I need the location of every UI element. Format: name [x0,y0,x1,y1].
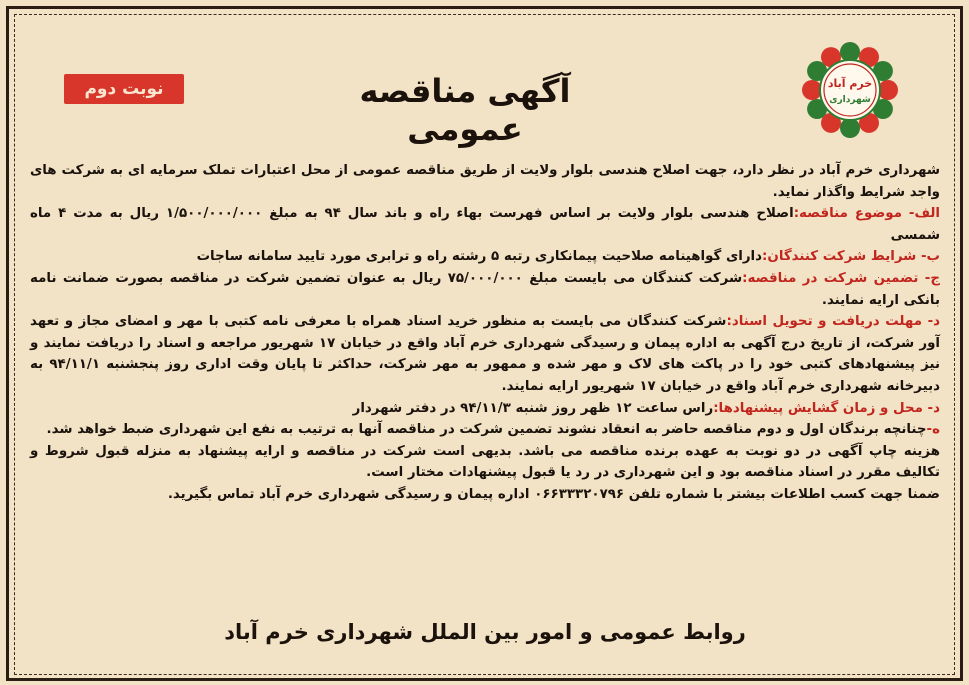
paragraph-label: ب- شرایط شرکت کنندگان: [762,249,940,265]
notice-paragraph [30,441,940,484]
signature-line: روابط عمومی و امور بین الملل شهرداری خرم آباد [224,620,746,644]
notice-paragraph [30,484,940,506]
notice-body [30,160,940,506]
paragraph-text: شرکت کنندگان می بایست مبلغ ۷۵/۰۰۰/۰۰۰ ریال به عنوان تضمین شرکت در مناقصه بصورت ضمانت نامه بانکی ارایه نمایند. [30,270,940,308]
paragraph-label: الف- موضوع مناقصه: [793,206,941,222]
notice-paragraph [30,311,940,397]
notice-paragraph [30,203,940,246]
paragraph-text: دارای گواهینامه صلاحیت پیمانکاری رتبه ۵ رشته راه و ترابری مورد تایید سامانه ساجات [196,249,763,265]
paragraph-text: شرکت کنندگان می بایست به منظور خرید اسناد همراه با معرفی نامه کتبی با مهر و امضای مجاز و تعهد آور شرکت، از تاریخ درج آگهی به اداره پیمان و رسیدگی شهرداری خرم آباد واقع در خیابان ۱۷ شهریور مراجعه و اسناد را دریافت نمایند و نیز پیشنهادهای کتبی خود را در پاکت های لاک و مهر شده و ممهور به مهر شرکت، حداکثر تا پایان وقت اداری روز پنجشنبه ۹۴/۱۱/۱ به دبیرخانه شهرداری خرم آباد واقع در خیابان ۱۷ شهریور ارایه نمایند. [30,314,940,394]
paragraph-text: اصلاح هندسی بلوار ولایت بر اساس فهرست بهاء راه و باند سال ۹۴ به مبلغ ۱/۵۰۰/۰۰۰/۰۰۰ ریال به مدت ۴ ماه شمسی [30,206,940,243]
municipality-logo-icon [800,40,900,140]
paragraph-label: د- محل و زمان گشایش پیشنهادها: [713,400,940,416]
paragraph-label: ج- تضمین شرکت در مناقصه: [742,270,941,286]
notice-title: آگهی مناقصه عمومی [359,72,571,148]
svg-text:شهرداری: شهرداری [829,95,871,105]
paragraph-label: د- مهلت دریافت و تحویل اسناد: [726,314,940,330]
paragraph-label: ه- [926,422,940,438]
paragraph-text: چنانچه برندگان اول و دوم مناقصه حاضر به انعقاد نشوند تضمین شرکت در مناقصه آنها به ترتیب به نفع این شهرداری ضبط خواهد شد. [46,422,927,438]
notice-paragraph [30,398,940,420]
notice-paragraph [30,419,940,441]
paragraph-text: ضمنا جهت کسب اطلاعات بیشتر با شماره تلفن ۰۶۶۳۳۳۲۰۷۹۶ اداره پیمان و رسیدگی شهرداری خرم آباد تماس بگیرید. [167,486,940,502]
paragraph-text: شهرداری خرم آباد در نظر دارد، جهت اصلاح هندسی بلوار ولایت از طریق مناقصه عمومی از محل اعتبارات تملک سرمایه ای به شرکت های واجد شرایط واگذار نماید. [30,163,940,200]
paragraph-text: هزینه چاپ آگهی در دو نوبت به عهده برنده مناقصه می باشد. بدیهی است شرکت در مناقصه و ارایه پیشنهاد به منزله قبول شروط و تکالیف مقرر در اسناد مناقصه بود و این شهرداری در رد یا قبول پیشنهادات مختار است. [30,443,940,481]
round-badge: نوبت دوم [64,74,184,104]
paragraph-text: راس ساعت ۱۲ ظهر روز شنبه ۹۴/۱۱/۳ در دفتر شهردار [352,400,714,416]
notice-paragraph [30,246,940,268]
notice-paragraph [30,160,940,203]
notice-paragraph [30,268,940,311]
svg-text:خرم آباد: خرم آباد [827,77,873,90]
